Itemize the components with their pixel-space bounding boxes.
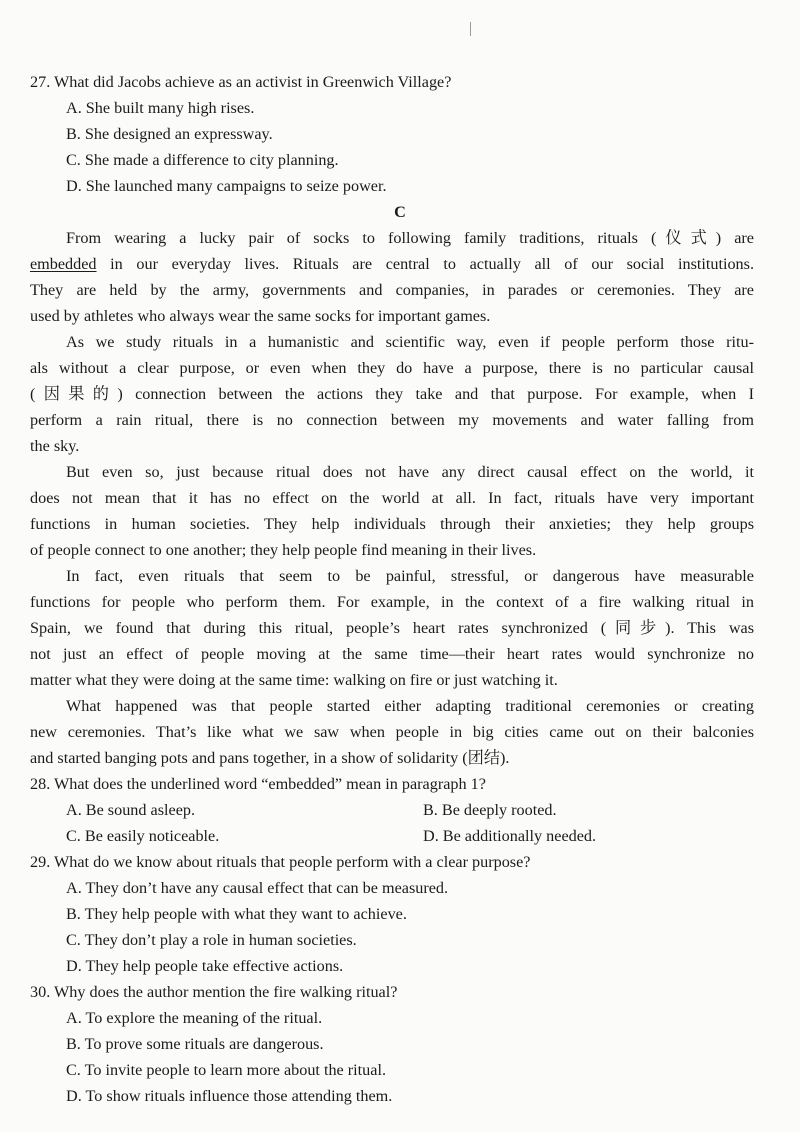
q30-option-b: B. To prove some rituals are dangerous. (66, 1035, 324, 1053)
passage-p1-line: used by athletes who always wear the same socks for important games. (30, 307, 491, 325)
q30-option-a: A. To explore the meaning of the ritual. (66, 1009, 323, 1027)
passage-p5-line: and started banging pots and pans together, in a show of solidarity (团结). (30, 749, 510, 767)
q28-option-a: A. Be sound asleep. (66, 801, 196, 819)
q29-option-c: C. They don’t play a role in human societies. (66, 931, 357, 949)
q29-option-d: D. They help people take effective actions. (66, 957, 344, 975)
q28-option-b: B. Be deeply rooted. (423, 801, 557, 819)
passage-p5-line: What happened was that people started either adapting traditional ceremonies or creating (66, 697, 754, 715)
q27-question: 27. What did Jacobs achieve as an activist in Greenwich Village? (30, 73, 452, 91)
q30-option-d: D. To show rituals influence those attending them. (66, 1087, 393, 1105)
q28-option-c: C. Be easily noticeable. (66, 827, 220, 845)
passage-p3-line: But even so, just because ritual does not have any direct causal effect on the world, it (66, 463, 754, 481)
q27-option-b: B. She designed an expressway. (66, 125, 273, 143)
passage-p4-line: In fact, even rituals that seem to be painful, stressful, or dangerous have measurable (66, 567, 754, 585)
q30-option-c: C. To invite people to learn more about the ritual. (66, 1061, 386, 1079)
passage-p2-line: (因果的) connection between the actions they take and that purpose. For example, when I (30, 385, 754, 403)
section-heading: C (394, 203, 406, 221)
q29-question: 29. What do we know about rituals that people perform with a clear purpose? (30, 853, 531, 871)
passage-p1-line: They are held by the army, governments and companies, in parades or ceremonies. They are (30, 281, 754, 299)
passage-p1-line: From wearing a lucky pair of socks to following family traditions, rituals (仪式) are (66, 229, 754, 247)
passage-p2-line: the sky. (30, 437, 80, 455)
passage-p1-line-rest: in our everyday lives. Rituals are central to actually all of our social institutions. (96, 255, 754, 273)
q29-option-a: A. They don’t have any causal effect that can be measured. (66, 879, 449, 897)
passage-p3-line: functions in human societies. They help individuals through their anxieties; they help groups (30, 515, 754, 533)
q30-question: 30. Why does the author mention the fire walking ritual? (30, 983, 398, 1001)
passage-p2-line: als without a clear purpose, or even when they do have a purpose, there is no particular causal (30, 359, 754, 377)
q27-option-d: D. She launched many campaigns to seize power. (66, 177, 387, 195)
top-margin-mark (470, 22, 471, 36)
passage-p2-line: As we study rituals in a humanistic and scientific way, even if people perform those ritu- (66, 333, 754, 351)
passage-p5-line: new ceremonies. That’s like what we saw when people in big cities came out on their balconies (30, 723, 754, 741)
q29-option-b: B. They help people with what they want to achieve. (66, 905, 407, 923)
q28-question: 28. What does the underlined word “embedded” mean in paragraph 1? (30, 775, 486, 793)
underlined-word-embedded: embedded (30, 255, 97, 273)
q27-option-c: C. She made a difference to city planning. (66, 151, 339, 169)
passage-p4-line: functions for people who perform them. For example, in the context of a fire walking ritual in (30, 593, 754, 611)
passage-p1-line (30, 254, 754, 274)
passage-p3-line: does not mean that it has no effect on the world at all. In fact, rituals have very important (30, 489, 754, 507)
passage-p4-line: not just an effect of people moving at the same time—their heart rates would synchronize no (30, 645, 754, 663)
passage-p4-line: matter what they were doing at the same time: walking on fire or just watching it. (30, 671, 558, 689)
q28-option-d: D. Be additionally needed. (423, 827, 597, 845)
passage-p4-line: Spain, we found that during this ritual, people’s heart rates synchronized (同步). This was (30, 619, 754, 637)
passage-p2-line: perform a rain ritual, there is no connection between my movements and water falling from (30, 411, 754, 429)
q27-option-a: A. She built many high rises. (66, 99, 255, 117)
passage-p3-line: of people connect to one another; they help people find meaning in their lives. (30, 541, 537, 559)
